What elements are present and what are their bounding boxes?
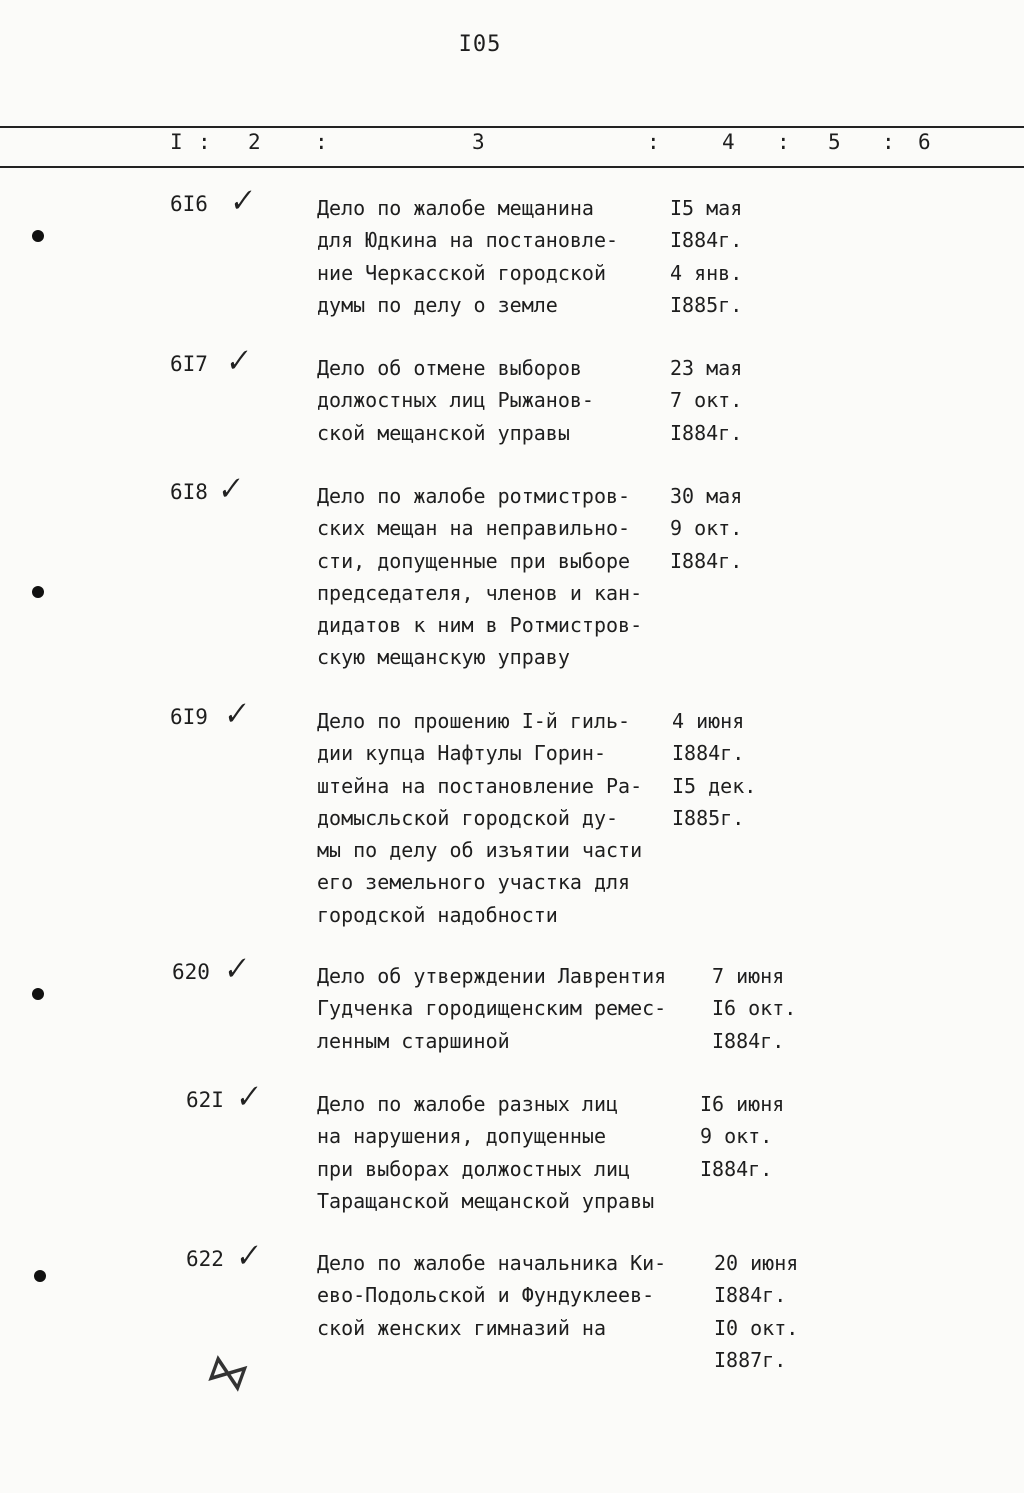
- date-line: 23 мая: [670, 356, 743, 380]
- punch-hole-mark: [32, 586, 44, 598]
- column-header: I: [170, 130, 183, 154]
- date-line: 9 окт.: [700, 1124, 773, 1149]
- header-top-rule: [0, 126, 1024, 128]
- description-line: Дело об утверждении Лаврентия: [317, 964, 667, 988]
- date-line: I6 окт.: [712, 996, 797, 1021]
- punch-hole-mark: [32, 230, 44, 242]
- description-line: при выборах должостных лиц: [317, 1156, 631, 1181]
- column-separator: :: [315, 130, 328, 154]
- description-line: на нарушения, допущенные: [317, 1124, 606, 1149]
- date-line: 4 июня: [672, 709, 745, 733]
- description-line: Гудченка городищенским ремес-: [317, 996, 667, 1021]
- description-line: городской надобности: [317, 902, 558, 927]
- entry-description: [317, 1088, 654, 1217]
- entry-number: 622: [186, 1247, 224, 1271]
- date-line: I5 дек.: [672, 773, 757, 798]
- date-line: I5 мая: [670, 196, 743, 220]
- entry-dates: [670, 480, 742, 577]
- column-header: 3: [472, 130, 485, 154]
- checkmark-icon: ✓: [219, 695, 250, 734]
- page-number: I05: [458, 32, 502, 57]
- description-line: дии купца Нафтулы Горин-: [317, 741, 606, 766]
- date-line: I884г.: [712, 1028, 785, 1053]
- checkmark-icon: ✓: [219, 950, 250, 989]
- description-line: ской мещанской управы: [317, 420, 570, 445]
- column-separator: :: [777, 130, 790, 154]
- entry-dates: [672, 705, 756, 834]
- description-line: его земельного участка для: [317, 870, 631, 895]
- entry-description: [317, 705, 642, 931]
- date-line: 9 окт.: [670, 516, 743, 541]
- handwritten-mark-icon: ⋈: [201, 1344, 255, 1402]
- date-line: 20 июня: [714, 1251, 799, 1275]
- column-header: 2: [248, 130, 261, 154]
- entry-dates: [670, 352, 742, 449]
- description-line: Дело по жалобе ротмистров-: [317, 484, 631, 508]
- description-line: домысльской городской ду-: [317, 805, 619, 830]
- description-line: Дело по жалобе мещанина: [317, 196, 594, 220]
- description-line: ние Черкасской городской: [317, 260, 606, 285]
- description-line: штейна на постановление Ра-: [317, 773, 643, 798]
- date-line: I0 окт.: [714, 1315, 799, 1340]
- date-line: I884г.: [700, 1156, 773, 1181]
- description-line: думы по делу о земле: [317, 292, 558, 317]
- description-line: мы по делу об изъятии части: [317, 838, 643, 863]
- description-line: Дело по прошению I-й гиль-: [317, 709, 631, 733]
- description-line: Дело по жалобе разных лиц: [317, 1092, 619, 1116]
- entry-description: [317, 192, 618, 321]
- header-bottom-rule: [0, 166, 1024, 168]
- date-line: I884г.: [670, 228, 743, 253]
- checkmark-icon: ✓: [231, 1078, 262, 1117]
- date-line: 30 мая: [670, 484, 743, 508]
- checkmark-icon: ✓: [213, 470, 244, 509]
- description-line: ской женских гимназий на: [317, 1315, 606, 1340]
- column-separator: :: [647, 130, 660, 154]
- date-line: I885г.: [670, 292, 743, 317]
- description-line: ских мещан на неправильно-: [317, 516, 631, 541]
- punch-hole-mark: [34, 1270, 46, 1282]
- description-line: должостных лиц Рыжанов-: [317, 388, 594, 413]
- date-line: I884г.: [672, 741, 745, 766]
- entry-number: 6I8: [170, 480, 208, 504]
- column-header: 6: [918, 130, 931, 154]
- date-line: I885г.: [672, 805, 745, 830]
- entry-description: [317, 1247, 666, 1344]
- date-line: 4 янв.: [670, 260, 743, 285]
- entry-dates: [670, 192, 742, 321]
- entry-description: [317, 960, 666, 1057]
- entry-number: 620: [172, 960, 210, 984]
- entry-dates: [700, 1088, 784, 1185]
- column-separator: :: [198, 130, 211, 154]
- entry-number: 6I9: [170, 705, 208, 729]
- date-line: 7 июня: [712, 964, 785, 988]
- date-line: I884г.: [714, 1283, 787, 1308]
- entry-description: [317, 352, 594, 449]
- checkmark-icon: ✓: [225, 182, 256, 221]
- description-line: ево-Подольской и Фундуклеев-: [317, 1283, 655, 1308]
- punch-hole-mark: [32, 988, 44, 1000]
- description-line: сти, допущенные при выборе: [317, 548, 631, 573]
- date-line: I887г.: [714, 1347, 787, 1372]
- entry-number: 6I6: [170, 192, 208, 216]
- entry-number: 62I: [186, 1088, 224, 1112]
- date-line: 7 окт.: [670, 388, 743, 413]
- column-separator: :: [882, 130, 895, 154]
- description-line: скую мещанскую управу: [317, 645, 570, 670]
- description-line: Дело по жалобе начальника Ки-: [317, 1251, 667, 1275]
- entry-dates: [712, 960, 796, 1057]
- checkmark-icon: ✓: [231, 1237, 262, 1276]
- column-header: 4: [722, 130, 735, 154]
- column-header: 5: [828, 130, 841, 154]
- entry-description: [317, 480, 642, 674]
- date-line: I884г.: [670, 420, 743, 445]
- checkmark-icon: ✓: [221, 342, 252, 381]
- description-line: Таращанской мещанской управы: [317, 1188, 655, 1213]
- entry-number: 6I7: [170, 352, 208, 376]
- date-line: I884г.: [670, 548, 743, 573]
- description-line: председателя, членов и кан-: [317, 580, 643, 605]
- entry-dates: [714, 1247, 798, 1376]
- description-line: для Юдкина на постановле-: [317, 228, 619, 253]
- description-line: ленным старшиной: [317, 1028, 510, 1053]
- description-line: дидатов к ним в Ротмистров-: [317, 613, 643, 638]
- description-line: Дело об отмене выборов: [317, 356, 582, 380]
- date-line: I6 июня: [700, 1092, 785, 1116]
